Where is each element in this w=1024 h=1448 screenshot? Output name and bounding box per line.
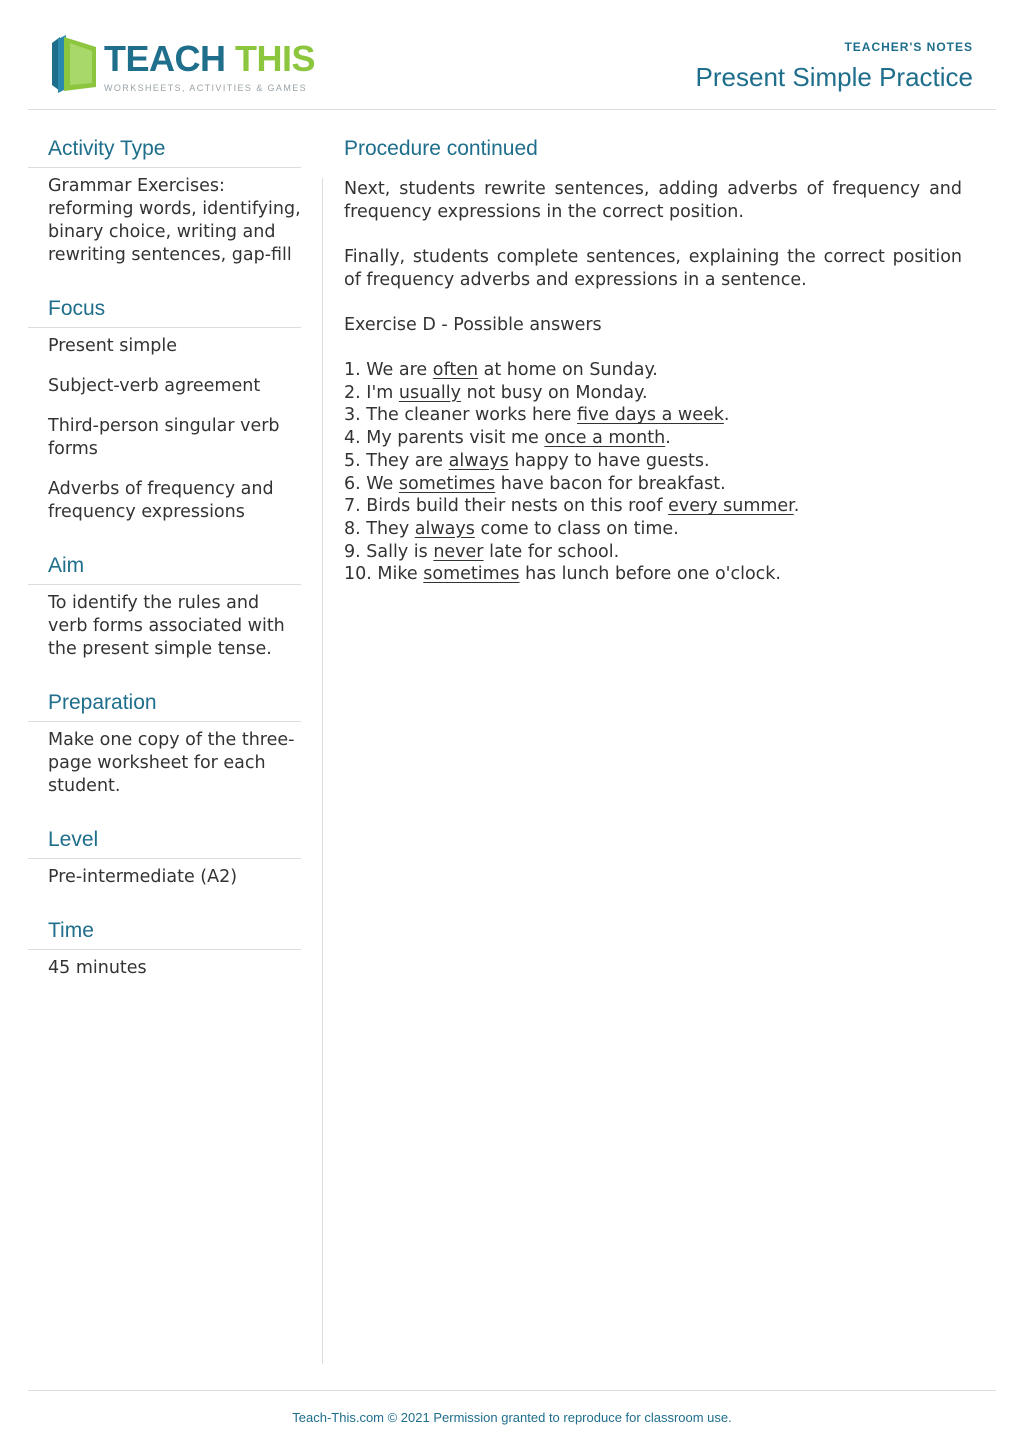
book-logo-icon xyxy=(48,33,100,95)
section-heading-procedure: Procedure continued xyxy=(344,137,538,160)
sidebar-section xyxy=(28,691,301,798)
answer-number: 2. xyxy=(344,382,361,403)
answer-number: 1. xyxy=(344,360,361,380)
answer-text-after: happy to have guests. xyxy=(514,450,710,471)
procedure-paragraph: Finally, students complete sentences, explaining the correct position of frequency adverbs and expressions in a sentence. xyxy=(344,247,962,290)
sidebar-item: To identify the rules and verb forms associated with the present simple tense. xyxy=(48,593,285,659)
sidebar-item: Pre-intermediate (A2) xyxy=(48,867,238,887)
answer-text-after: not busy on Monday. xyxy=(466,382,648,403)
answer-text-after: has lunch before one o'clock. xyxy=(525,564,781,585)
sidebar-section xyxy=(28,297,301,524)
main-content xyxy=(344,137,962,586)
answer-text-after: late for school. xyxy=(489,541,620,562)
sidebar-heading: Activity Type xyxy=(28,137,301,168)
answer-item xyxy=(344,495,962,518)
answer-underlined: sometimes xyxy=(398,473,496,494)
sidebar xyxy=(28,137,301,1010)
answer-text-before: The cleaner works here xyxy=(366,405,572,426)
sidebar-item: Make one copy of the three-page worksheet for each student. xyxy=(48,730,295,796)
sidebar-heading: Preparation xyxy=(28,691,301,722)
sidebar-heading: Aim xyxy=(28,554,301,585)
answer-item xyxy=(344,427,962,450)
sidebar-body xyxy=(28,722,301,798)
answer-underlined: often xyxy=(432,360,479,380)
exercise-d-label: Exercise D - Possible answers xyxy=(344,315,602,335)
answer-underlined: usually xyxy=(398,382,461,403)
procedure-paragraph: Next, students rewrite sentences, adding adverbs of frequency and frequency expressions in the correct position. xyxy=(344,179,962,222)
page-title: Present Simple Practice xyxy=(695,62,973,92)
answer-text-after: have bacon for breakfast. xyxy=(500,473,726,494)
answer-list xyxy=(344,359,962,586)
sidebar-heading: Time xyxy=(28,919,301,950)
answer-text-after: at home on Sunday. xyxy=(483,360,658,380)
answer-item xyxy=(344,541,962,564)
answer-text-before: We xyxy=(366,473,394,494)
footer-copyright: Teach-This.com © 2021 Permission granted to reproduce for classroom use. xyxy=(292,1410,732,1425)
logo-word-teach: TEACH xyxy=(104,38,226,79)
answer-underlined: always xyxy=(414,518,475,539)
page-header xyxy=(0,0,1024,112)
answer-number: 5. xyxy=(344,450,361,471)
sidebar-item: Third-person singular verb forms xyxy=(48,416,280,459)
logo-wordmark xyxy=(104,39,315,79)
answer-text-after: . xyxy=(723,405,730,426)
answer-number: 3. xyxy=(344,405,361,426)
answer-item xyxy=(344,518,962,541)
answer-item xyxy=(344,359,962,382)
header-divider xyxy=(28,109,996,110)
sidebar-item: Present simple xyxy=(48,336,177,356)
answer-underlined: sometimes xyxy=(423,564,520,585)
answer-number: 7. xyxy=(344,496,361,517)
answer-text-before: I'm xyxy=(366,382,394,403)
answer-underlined: every summer xyxy=(668,496,794,517)
answer-underlined: always xyxy=(448,450,509,471)
sidebar-body xyxy=(28,950,301,980)
answer-item xyxy=(344,450,962,473)
answer-underlined: five days a week xyxy=(577,405,724,426)
sidebar-body xyxy=(28,859,301,889)
sidebar-item: 45 minutes xyxy=(48,958,147,978)
sidebar-heading: Level xyxy=(28,828,301,859)
sidebar-heading: Focus xyxy=(28,297,301,328)
logo-tagline: WORKSHEETS, ACTIVITIES & GAMES xyxy=(104,83,308,93)
answer-text-before: Mike xyxy=(377,564,418,585)
answer-text-before: They xyxy=(366,518,410,539)
answer-text-before: My parents visit me xyxy=(366,428,539,449)
footer-divider xyxy=(28,1390,996,1391)
column-divider xyxy=(322,178,323,1364)
answer-item xyxy=(344,404,962,427)
sidebar-section xyxy=(28,137,301,267)
answer-number: 4. xyxy=(344,428,361,449)
sidebar-body xyxy=(28,328,301,524)
sidebar-body xyxy=(28,168,301,267)
answer-text-after: . xyxy=(665,428,671,449)
sidebar-item: Adverbs of frequency and frequency expressions xyxy=(48,479,274,522)
notes-label: TEACHER'S NOTES xyxy=(844,40,973,54)
answer-item xyxy=(344,382,962,405)
answer-number: 6. xyxy=(344,473,361,494)
answer-text-before: Birds build their nests on this roof xyxy=(366,496,663,517)
answer-item xyxy=(344,473,962,496)
answer-text-before: Sally is xyxy=(366,541,428,562)
answer-number: 8. xyxy=(344,518,361,539)
answer-number: 10. xyxy=(344,564,372,585)
sidebar-item: Subject-verb agreement xyxy=(48,376,261,396)
answer-underlined: once a month xyxy=(544,428,666,449)
sidebar-section xyxy=(28,828,301,889)
answer-underlined: never xyxy=(433,541,484,562)
sidebar-section xyxy=(28,919,301,980)
answer-text-after: . xyxy=(793,496,800,517)
answer-text-before: We are xyxy=(366,360,428,380)
sidebar-section xyxy=(28,554,301,661)
answer-text-before: They are xyxy=(366,450,444,471)
teach-this-logo xyxy=(48,33,316,97)
sidebar-body xyxy=(28,585,301,661)
answer-number: 9. xyxy=(344,541,361,562)
answer-item xyxy=(344,563,962,586)
answer-text-after: come to class on time. xyxy=(480,518,679,539)
logo-word-this: THIS xyxy=(235,38,316,79)
sidebar-item: Grammar Exercises: reforming words, identifying, binary choice, writing and rewriting sentences, gap-fill xyxy=(48,176,301,265)
